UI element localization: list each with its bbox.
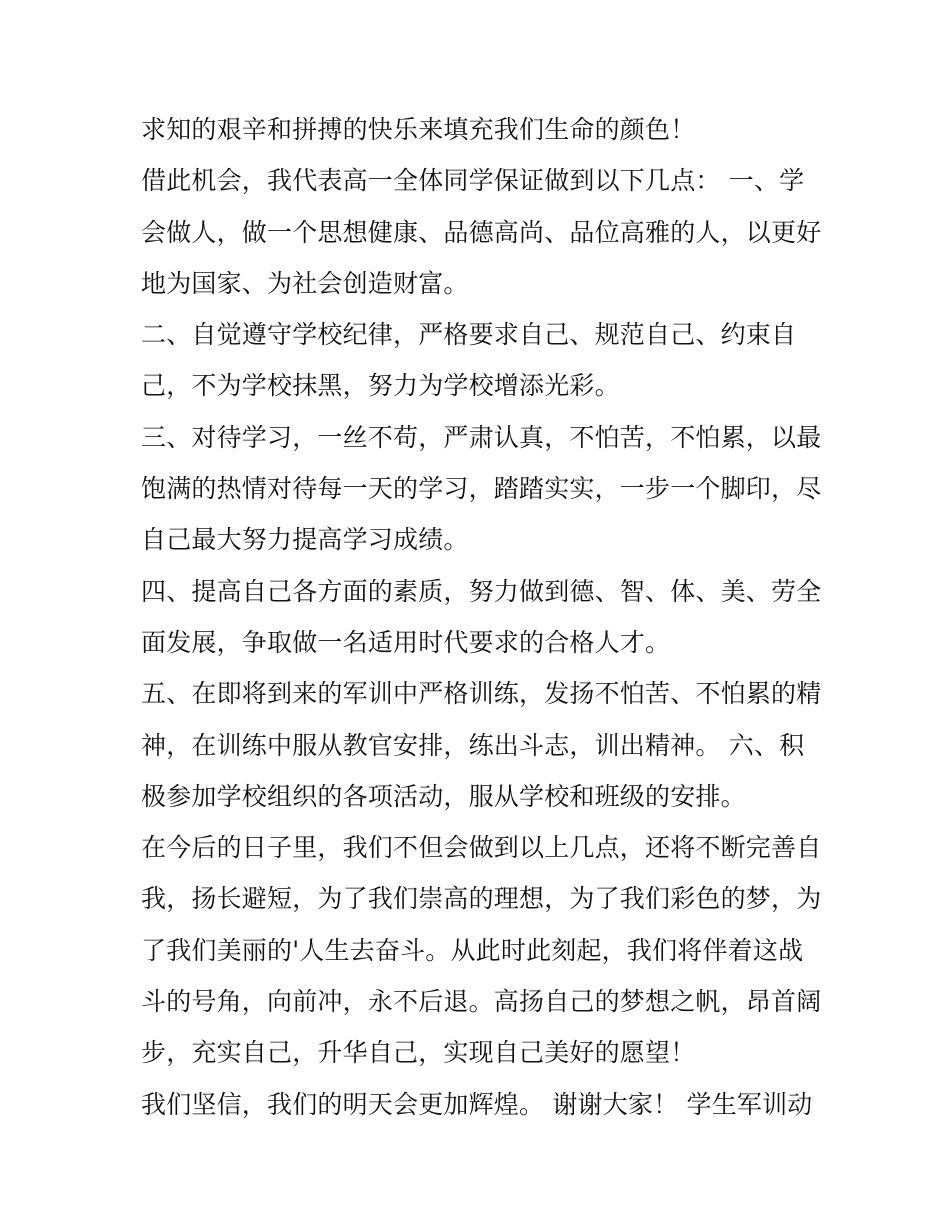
text-line: 三、对待学习，一丝不苟，严肃认真，不怕苦，不怕累，以最 <box>141 422 822 452</box>
text-line: 面发展，争取做一名适用时代要求的合格人才。 <box>141 627 671 657</box>
text-line: 饱满的热情对待每一天的学习，踏踏实实，一步一个脚印，尽 <box>141 474 822 504</box>
text-line: 自己最大努力提高学习成绩。 <box>141 525 469 555</box>
text-line: 了我们美丽的'人生去奋斗。从此时此刻起，我们将伴着这战 <box>141 935 804 965</box>
text-line: 极参加学校组织的各项活动，服从学校和班级的安排。 <box>141 781 746 811</box>
text-line: 我，扬长避短，为了我们崇高的理想，为了我们彩色的梦，为 <box>141 884 822 914</box>
document-body <box>141 104 821 1130</box>
text-line: 己，不为学校抹黑，努力为学校增添光彩。 <box>141 371 620 401</box>
text-line: 斗的号角，向前冲，永不后退。高扬自己的梦想之帆，昂首阔 <box>141 987 822 1017</box>
text-line: 五、在即将到来的军训中严格训练，发扬不怕苦、不怕累的精 <box>141 679 822 709</box>
text-line: 步，充实自己，升华自己，实现自己美好的愿望！ <box>141 1038 696 1068</box>
text-line: 四、提高自己各方面的素质，努力做到德、智、体、美、劳全 <box>141 576 822 606</box>
text-line: 地为国家、为社会创造财富。 <box>141 268 469 298</box>
text-line: 求知的艰辛和拼搏的快乐来填充我们生命的颜色！ <box>141 115 696 144</box>
text-line: 二、自觉遵守学校纪律，严格要求自己、规范自己、约束自 <box>141 320 797 350</box>
text-line: 在今后的日子里，我们不但会做到以上几点，还将不断完善自 <box>141 833 822 863</box>
text-line: 会做人，做一个思想健康、品德高尚、品位高雅的人，以更好 <box>141 217 822 247</box>
text-line: 我们坚信，我们的明天会更加辉煌。 谢谢大家！ 学生军训动 <box>141 1089 813 1119</box>
text-line: 借此机会，我代表高一全体同学保证做到以下几点： 一、学 <box>141 166 805 196</box>
text-line: 神，在训练中服从教官安排，练出斗志，训出精神。 六、积 <box>141 730 805 760</box>
